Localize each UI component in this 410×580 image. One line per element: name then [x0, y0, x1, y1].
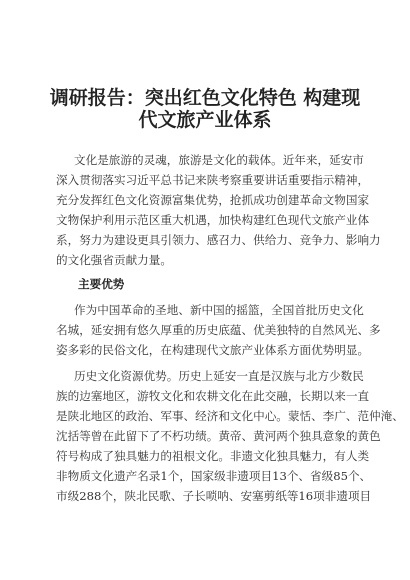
paragraph-line: 文化是旅游的灵魂，旅游是文化的载体。近年来，延安市	[74, 153, 364, 167]
paragraph-line: 作为中国革命的圣地、新中国的摇篮，全国首批历史文化	[74, 303, 364, 317]
paragraph-line: 历史文化资源优势。历史上延安一直是汉族与北方少数民	[74, 369, 364, 383]
paragraph-line: 文物保护利用示范区重大机遇，加快构建红色现代文旅产业体	[56, 213, 370, 227]
paragraph-line: 的文化强省贡献力量。	[56, 253, 172, 267]
paragraph-line: 是陕北地区的政治、军事、经济和文化中心。蒙恬、李广、范仲淹、	[56, 409, 404, 423]
paragraph-line: 族的边塞地区，游牧文化和农耕文化在此交融，长期以来一直	[56, 389, 370, 403]
paragraph-line: 深入贯彻落实习近平总书记来陕考察重要讲话重要指示精神，	[56, 173, 370, 187]
paragraph-line: 充分发挥红色文化资源富集优势，抢抓成功创建革命文物国家	[56, 193, 370, 207]
document-title-line1: 调研报告：突出红色文化特色 构建现	[49, 87, 361, 109]
paragraph-line: 市级288个，陕北民歌、子长唢呐、安塞剪纸等16项非遗项目	[56, 489, 372, 503]
document-title-line2: 代文旅产业体系	[138, 109, 272, 131]
paragraph-line: 符号构成了独具魅力的祖根文化。非遗文化独具魅力，有人类	[56, 449, 370, 463]
paragraph-line: 沈括等曾在此留下了不朽功绩。黄帝、黄河两个独具意象的黄色	[56, 429, 381, 443]
section-heading: 主要优势	[78, 277, 125, 291]
paragraph-line: 姿多彩的民俗文化，在构建现代文旅产业体系方面优势明显。	[56, 343, 370, 357]
paragraph-line: 非物质文化遗产名录1个，国家级非遗项目13个、省级85个、	[56, 469, 372, 483]
paragraph-line: 系，努力为建设更具引领力、感召力、供给力、竞争力、影响力	[56, 233, 381, 247]
paragraph-line: 名城，延安拥有悠久厚重的历史底蕴、优美独特的自然风光、多	[56, 323, 381, 337]
